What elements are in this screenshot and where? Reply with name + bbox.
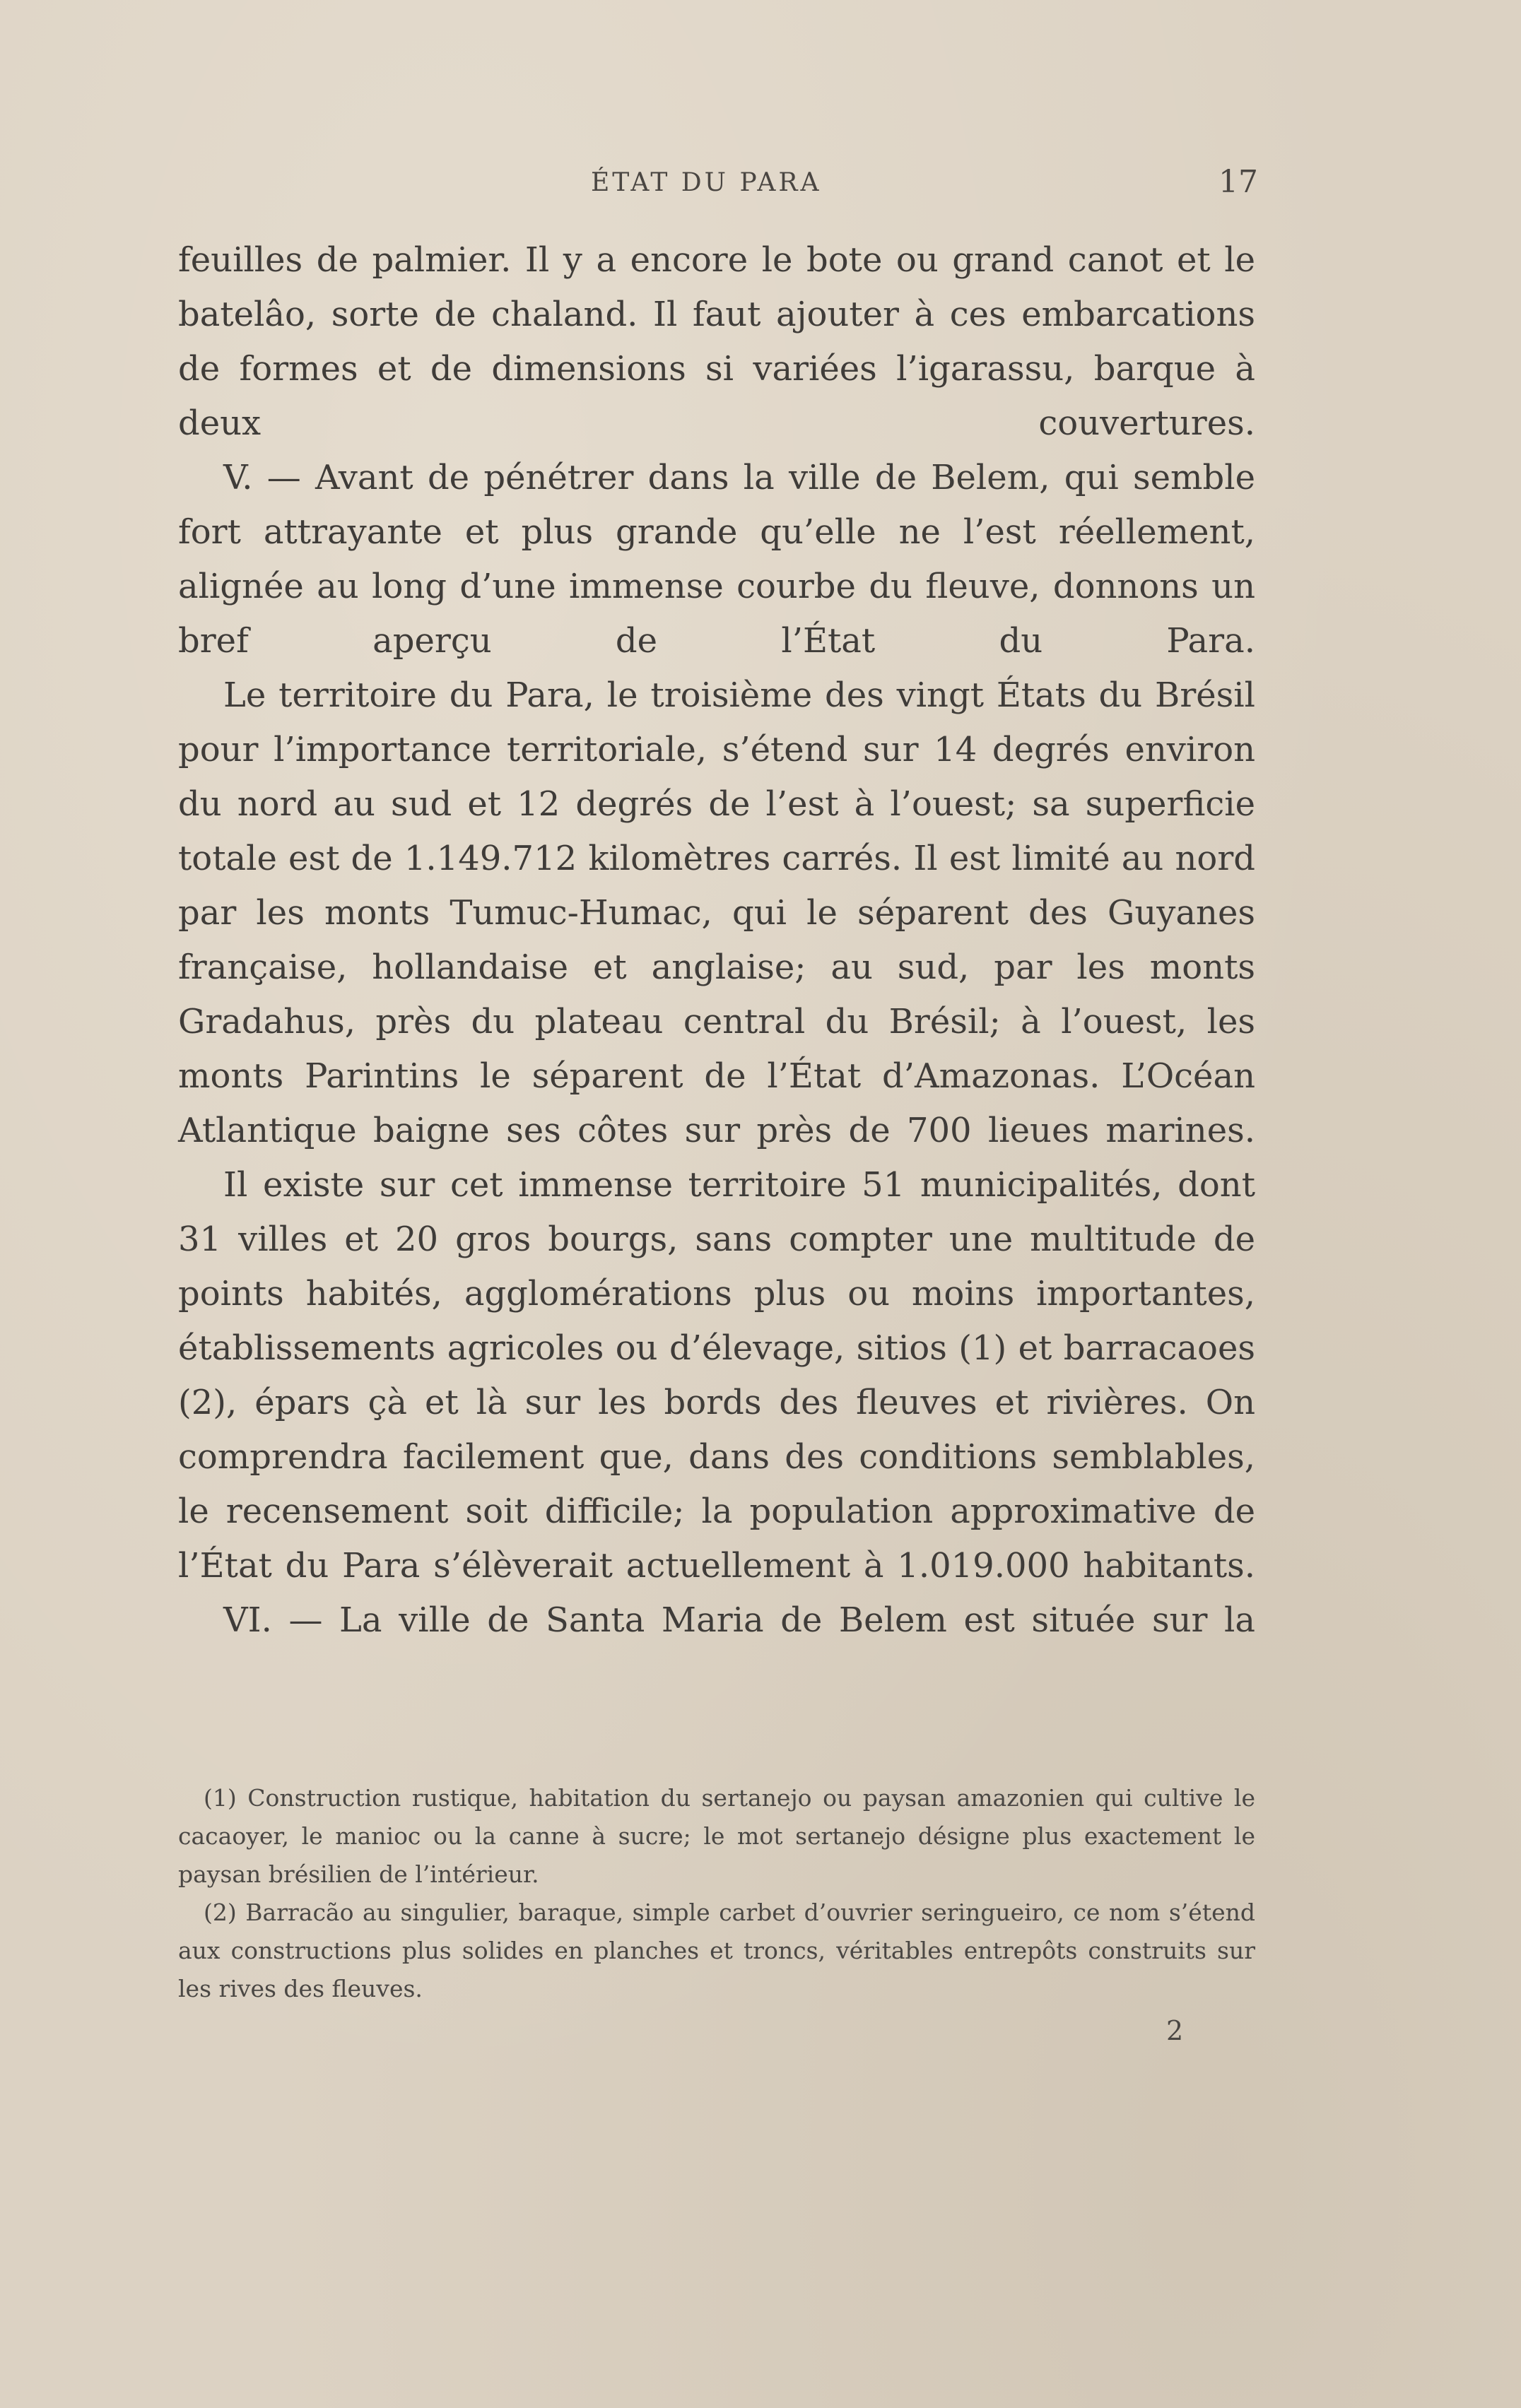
- page-number: 17: [1218, 164, 1258, 200]
- running-title: ÉTAT DU PARA: [591, 168, 822, 197]
- footnotes: [178, 1779, 1255, 2008]
- paragraph-continued: feuilles de palmier. Il y a encore le bote ou grand canot et le batelâo, sorte de chaland. Il faut ajouter à ces embarcations de formes et de dimensions si variées l’igarassu, barque à deux couvertures.: [178, 240, 1255, 443]
- paragraph-territory: Le territoire du Para, le troisième des vingt États du Brésil pour l’importance territoriale, s’étend sur 14 degrés environ du nord au sud et 12 degrés de l’est à l’ouest; sa superficie totale est de 1.149.712 kilomètres carrés. Il est limité au nord par les monts Tumuc-Humac, qui le séparent des Guyanes française, hollandaise et anglaise; au sud, par les monts Gradahus, près du plateau central du Brésil; à l’ouest, les monts Parintins le séparent de l’État d’Amazonas. L’Océan Atlantique baigne ses côtes sur près de 700 lieues marines.: [178, 675, 1255, 1150]
- footnote-1: (1) Construction rustique, habitation du sertanejo ou paysan amazonien qui cultive le cacaoyer, le manioc ou la canne à sucre; le mot sertanejo désigne plus exactement le paysan brésilien de l’intérieur.: [178, 1784, 1255, 1888]
- running-head: [0, 164, 1521, 211]
- signature-mark: 2: [1166, 2015, 1184, 2046]
- footnote-2: (2) Barracão au singulier, baraque, simple carbet d’ouvrier seringueiro, ce nom s’étend aux constructions plus solides en planches et troncs, véritables entrepôts construits sur les rives des fleuves.: [178, 1899, 1255, 2002]
- main-text: [178, 233, 1255, 1648]
- paragraph-municipalities: Il existe sur cet immense territoire 51 municipalités, dont 31 villes et 20 gros bourgs, sans compter une multitude de points habités, agglomérations plus ou moins importantes, établissements agricoles ou d’élevage, sitios (1) et barracaoes (2), épars çà et là sur les bords des fleuves et rivières. On comprendra facilement que, dans des conditions semblables, le recensement soit difficile; la population approximative de l’État du Para s’élèverait actuellement à 1.019.000 habitants.: [178, 1165, 1255, 1586]
- paragraph-section-v: V. — Avant de pénétrer dans la ville de Belem, qui semble fort attrayante et plus grande qu’elle ne l’est réellement, alignée au long d’une immense courbe du fleuve, donnons un bref aperçu de l’État du Para.: [178, 458, 1255, 661]
- paragraph-section-vi: VI. — La ville de Santa Maria de Belem est située sur la: [223, 1600, 1255, 1640]
